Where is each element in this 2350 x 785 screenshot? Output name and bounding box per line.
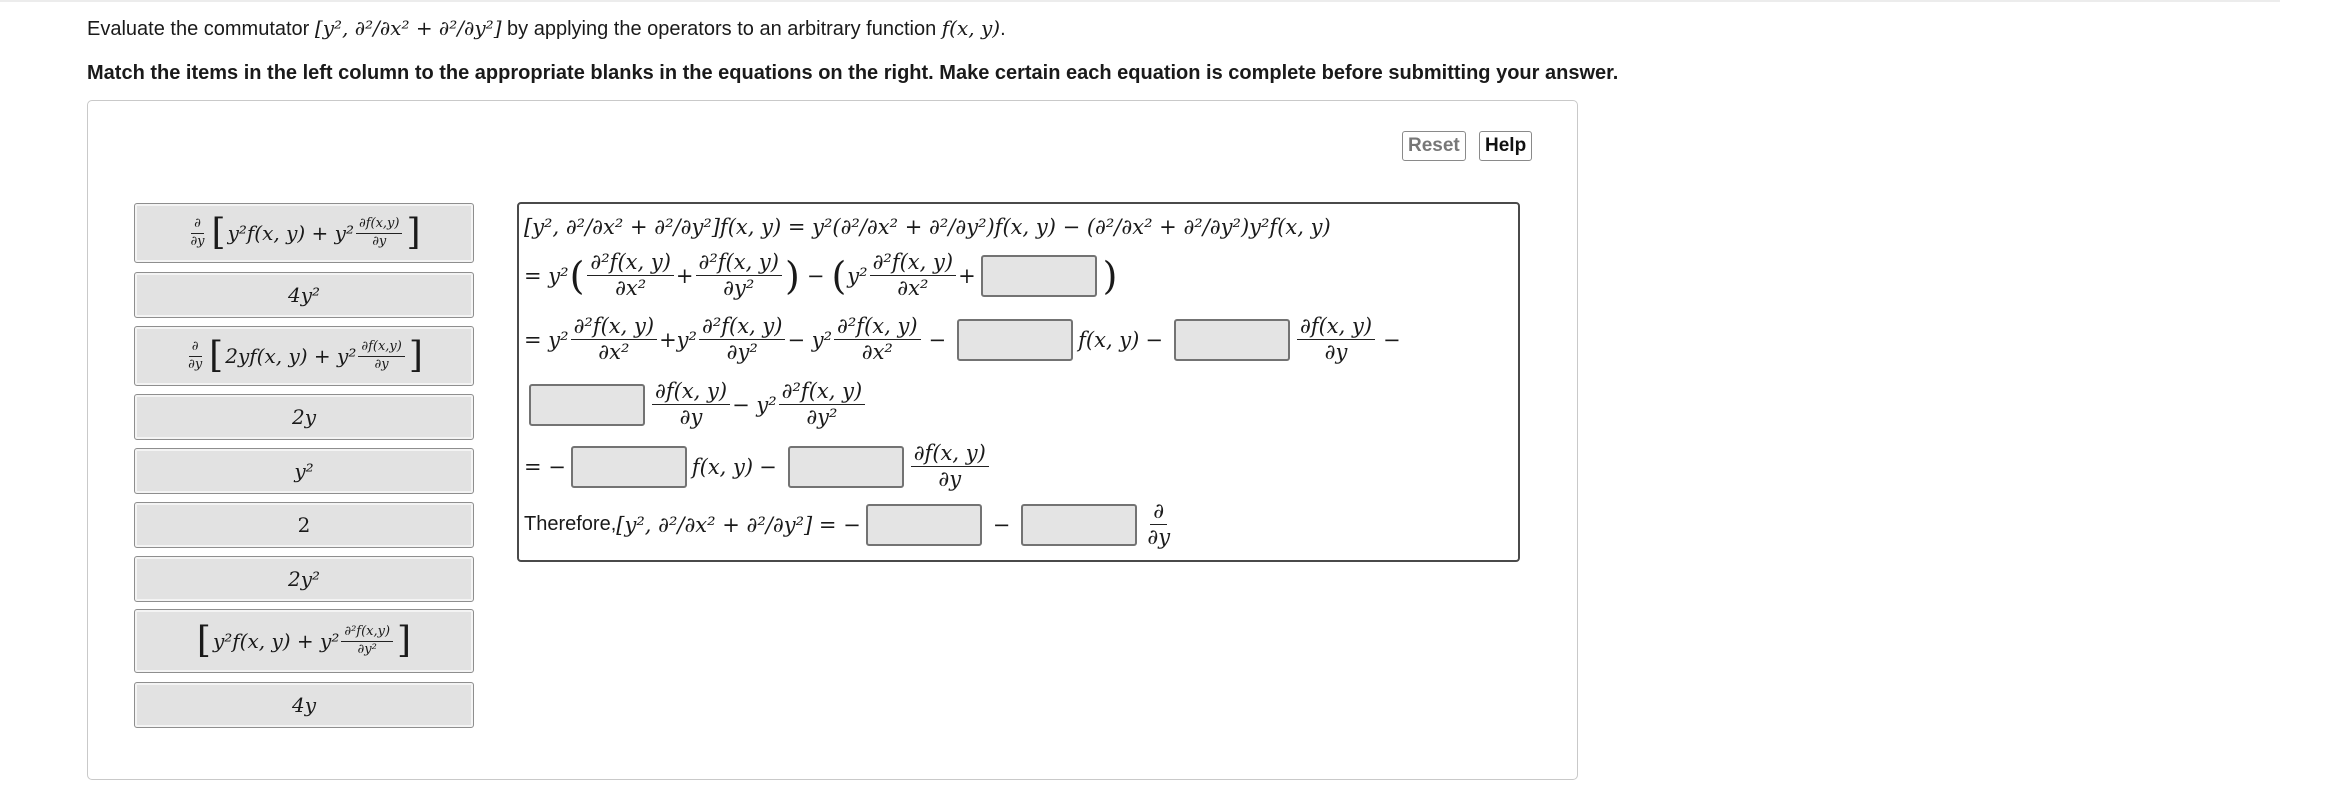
therefore-label: Therefore, (524, 513, 617, 536)
d2f-dx2-fraction: $\frac{\text{∂²f(x, y)}}{\text{∂x²}}$ (834, 315, 921, 364)
df-dy-fraction: $\frac{\partial f(x,y)}{\partial y}$ (356, 217, 403, 249)
d2f-dx2-fraction: $\frac{\text{∂²f(x, y)}}{\text{∂x²}}$ (870, 251, 957, 300)
right-bracket: ] (397, 620, 412, 661)
drop-blank-4[interactable] (529, 384, 645, 426)
equation-row-5: = − f(x, y) − $\frac{\partial f(x, y)}{\partial y}$ (524, 442, 991, 491)
tile-8-expression: y²f(x, y) + y² (212, 629, 340, 653)
tile-d-dy-2yf-plus-y2-df-dy[interactable] (134, 326, 474, 386)
d2f-dy2-fraction: $\frac{\text{∂²f(x,y)}}{\text{∂y²}}$ (341, 625, 393, 657)
tile-d-dy-y2f-plus-y2-df-dy[interactable] (134, 203, 474, 263)
tile-2y[interactable]: 2y (134, 394, 474, 440)
d2f-dx2-fraction: $\frac{\text{∂²f(x, y)}}{\text{∂x²}}$ (587, 251, 674, 300)
df-dy-fraction: $\frac{\partial f(x, y)}{\partial y}$ (911, 442, 989, 491)
tile-4y2[interactable]: 4y² (134, 272, 474, 318)
prompt-text: Evaluate the commutator (87, 18, 315, 40)
d-dy-fraction: $\frac{\partial}{\partial y}$ (190, 216, 205, 249)
tile-2[interactable]: 2 (134, 502, 474, 548)
right-bracket: ] (406, 212, 421, 253)
prompt-commutator: [y², ∂²/∂x² + ∂²/∂y²] (314, 16, 502, 40)
d-dy-operator: $\frac{\partial}{\partial y}$ (1147, 499, 1171, 550)
help-button[interactable]: Help (1479, 131, 1532, 161)
drop-blank-6[interactable] (788, 446, 904, 488)
left-bracket: [ (211, 212, 226, 253)
prompt-text-2: by applying the operators to an arbitrary function (501, 18, 942, 40)
df-dy-fraction: $\frac{\partial f(x, y)}{\partial y}$ (1297, 315, 1375, 364)
drop-blank-7[interactable] (866, 504, 982, 546)
equation-row-1 (524, 215, 1331, 239)
left-bracket: [ (209, 335, 224, 376)
d2f-dy2-fraction: $\frac{\text{∂²f(x, y)}}{\text{∂y²}}$ (699, 315, 786, 364)
d2f-dy2-fraction: $\frac{\text{∂²f(x, y)}}{\text{∂y²}}$ (779, 380, 866, 429)
tile-y2f-plus-y2-d2f-dy2[interactable] (134, 609, 474, 673)
right-bracket: ] (408, 335, 423, 376)
equation-row-4: $\frac{\partial f(x, y)}{\partial y}$ − y² $\frac{\text{∂²f(x, y)}}{\text{∂y²}}$ (524, 380, 867, 429)
d2f-dy2-fraction: $\frac{\text{∂²f(x, y)}}{\text{∂y²}}$ (696, 251, 783, 300)
drop-blank-3[interactable] (1174, 319, 1290, 361)
therefore-expression: [y², ∂²/∂x² + ∂²/∂y²] = − (616, 512, 861, 537)
reset-button[interactable]: Reset (1402, 131, 1466, 161)
prompt-period: . (1000, 18, 1006, 40)
tile-1-expression: y²f(x, y) + y² (227, 221, 354, 245)
d2f-dx2-fraction: $\frac{\text{∂²f(x, y)}}{\text{∂x²}}$ (571, 315, 658, 364)
drop-blank-2[interactable] (957, 319, 1073, 361)
d-dy-fraction: $\frac{\partial}{\partial y}$ (188, 339, 203, 372)
equation-row-6: Therefore, [y², ∂²/∂x² + ∂²/∂y²] = − − $\frac{\partial}{\partial y}$ (524, 500, 1175, 549)
drop-blank-8[interactable] (1021, 504, 1137, 546)
question-prompt (87, 16, 1006, 41)
tile-3-expression: 2yf(x, y) + y² (225, 344, 357, 368)
left-bracket: [ (196, 620, 211, 661)
drop-blank-1[interactable] (981, 255, 1097, 297)
df-dy-fraction: $\frac{\partial f(x,y)}{\partial y}$ (358, 340, 405, 372)
equation-row-2: = y² ( $\frac{\text{∂²f(x, y)}}{\text{∂x²}}$ + $\frac{\text{∂²f(x, y)}}{\text{∂y²}}$ ) − ( y² $\frac{\text{∂²f(x, y)}}{\text{∂x²}}$ + ) (524, 250, 1118, 301)
tile-4y[interactable]: 4y (134, 682, 474, 728)
commutator-expansion: [y², ∂²/∂x² + ∂²/∂y²]f(x, y) = y²(∂²/∂x² + ∂²/∂y²)f(x, y) − (∂²/∂x² + ∂²/∂y²)y²f(x, y) (524, 215, 1331, 239)
prompt-function: f(x, y) (941, 16, 1001, 40)
tile-y2[interactable]: y² (134, 448, 474, 494)
drop-blank-5[interactable] (571, 446, 687, 488)
equation-row-3: = y² $\frac{\text{∂²f(x, y)}}{\text{∂x²}}$ + y² $\frac{\text{∂²f(x, y)}}{\text{∂y²}}$ − y² $\frac{\text{∂²f(x, y)}}{\text{∂x²}}$ − f(x, y) − $\frac{\partial f(x, y)}{\partial y}$ − (524, 314, 1401, 365)
instructions: Match the items in the left column to the appropriate blanks in the equations on the right. Make certain each equation is complete before submitting your answer. (87, 62, 1619, 84)
df-dy-fraction: $\frac{\partial f(x, y)}{\partial y}$ (652, 380, 730, 429)
tile-2y2[interactable]: 2y² (134, 556, 474, 602)
top-divider (0, 0, 2280, 2)
